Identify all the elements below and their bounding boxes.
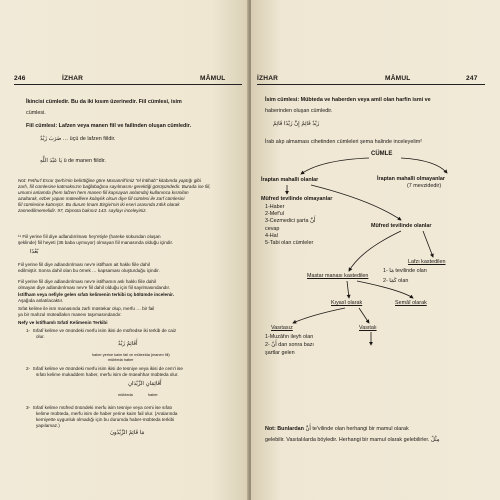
diagram-item: 5-Tabi olan cümleler	[265, 240, 314, 246]
caption: mübteda	[118, 393, 133, 397]
para-line: edilmiştir. Sonra dahil olan bu örnek … kapsaması oluşturduğu içindir.	[18, 268, 160, 273]
header-rule-left	[14, 84, 242, 85]
arabic-example: أَقَائِمَانِ الزَّيْدَانِ	[128, 381, 162, 387]
numbered-item-3-cont: yapılamaz.)	[36, 423, 60, 428]
diagram-node-mastar: Mastar manası kastedilen	[307, 273, 369, 279]
para-line: olmayan diye adlandırılması nev'e fiil dahil olduğu için fiil sayılmasındandır.	[18, 285, 171, 290]
note-line: Not: Bunlardan أَنَّ te'vilinde olan herhangi bir mamul olarak	[265, 426, 409, 432]
para-line: ya bir mahzul müteallakın manevı taşımasındandır.	[18, 312, 122, 317]
diagram-item: 1- مَا tevilinde olan	[383, 268, 427, 274]
note-line: zarfı, fiil cümlesine katmaksızın bağlabağına sayılmasını gerektiği görüşündedir. Burada ise fiil,	[18, 184, 211, 189]
arrow	[301, 158, 369, 174]
caption: haber yerine kaim fail ve müteelda (manen fiil)	[92, 353, 170, 357]
arrow	[347, 281, 349, 298]
diagram-item: 2-Mef'ul	[265, 211, 285, 217]
arrow	[293, 308, 345, 323]
para-line: Aşağıda anlatılacaktır.	[18, 298, 64, 303]
line: İrab alıp almaması cihetinden cümleleri şema halinde inceleyelim²	[265, 139, 422, 145]
diagram-node-vasitasiz: Vasıtasız	[271, 325, 293, 331]
numbered-item-2: 2- Sıfatî kelime ve önündeki merfu isim ikisi de tesniye veya ikisi de cem'i ise	[26, 366, 183, 371]
note-line: fiil cümlesine katmıştır. Bu durum İmam Birgivi'nin iki eseri arasında zıtlık olarak	[18, 202, 180, 207]
diagram-item: 1-Haber	[265, 204, 285, 210]
diagram-node-semai: Semâî olarak	[395, 300, 427, 306]
page-number-left: 246	[14, 75, 26, 82]
numbered-item-1: 1- Sıfatî kelime ve önündeki merfu isim ikisi de müfredse iki terkib de caiz	[26, 328, 177, 333]
arrow	[357, 281, 413, 298]
diagram-item: 2- أَنْ dan sonra bazı	[265, 342, 314, 348]
note-line: umumi anlamda (hem lafzen hem manen fiil kapsayan anlamda) kullanınca kısmilan	[18, 190, 189, 195]
numbered-item-1-cont: olur.	[36, 334, 45, 339]
diagram-node-mufred-tevil: Müfred tevilinde olanlar	[371, 223, 432, 229]
note-line: zannedilmemelidir. 97, Dipnota bakınız 143. sayfayı inceleyiniz.	[18, 208, 147, 213]
para-line: Fiil yerine fiil diye adlandırılması nev'e istifham ait hakkı fiile dahil	[18, 262, 150, 267]
line: cümlesi.	[26, 110, 46, 116]
running-header-right-left: İZHAR	[257, 75, 279, 82]
arabic-example-line: ضَرَبَ زَيْدٌ … üçü de lafzen fiildir.	[40, 136, 116, 142]
left-page	[0, 0, 249, 500]
arrow	[401, 158, 447, 173]
diagram-arrows	[251, 0, 500, 500]
numbered-item-3: 3- Sıfatî kelime müfred önündeki merfu isim tesniye veya cemi ise sıfatı	[26, 405, 173, 410]
diagram-node-mufred-tevil-olmayan: Müfred tevilinde olmayanlar	[261, 196, 333, 202]
diagram-node-yedi: (7 mevzidedir)	[407, 183, 442, 189]
caption: haber	[148, 393, 158, 397]
footnote-line: ¹¹ Fiil yerine fiil diye adlandırılması hey'etiyle (hareke sükundan oluşan	[18, 234, 161, 239]
running-header-left-right: MÂMUL	[200, 75, 226, 82]
diagram-node-vasitali: Vasıtalı	[359, 325, 377, 331]
diagram-node-irap-mahalli: İraptan mahalli olanlar	[261, 177, 319, 183]
arrow	[349, 231, 401, 271]
diagram-node-lafzi: Lafzı kastedilen	[408, 259, 446, 265]
arabic-example-line: يَا عَبْدَ اللَّهِ ü de manen fiildir.	[40, 158, 106, 164]
arabic-example: زَيْدٌ قَائِمٌ إِنَّ زَيْدًا قَائِمٌ	[273, 121, 320, 127]
line: İsim cümlesi: Mübteda ve haberden veya amil olan harfin ismi ve	[265, 97, 431, 103]
running-header-right: MÂMUL	[385, 75, 411, 82]
section-heading: Nefy ve İstifhamlı Sıfatî Kelimenin Terkibi	[18, 320, 108, 325]
para-line: Fiil yerine fiil diye adlandırılması nev'e istifhamın aslı hakkı fiile dahil	[18, 279, 156, 284]
diagram-node-kiyasi: Kıyasî olarak	[331, 300, 363, 306]
diagram-item: cevap	[265, 226, 280, 232]
diagram-node-cumle: CÜMLE	[371, 151, 393, 157]
note-line: azaltarak, ezber yapan müteelliere kolaylık olsun diye fiil cümlesi ile zarf cümlesini	[18, 196, 185, 201]
para-line: Sıfat kelime ile ism manasında zarfı müstekar olup, merfu … bir fail	[18, 306, 155, 311]
arrow	[423, 231, 433, 257]
page-number-right: 247	[466, 75, 478, 82]
para-line: İstifham veya nefiyle gelen sıfatı kelimenin terkibi üç bölümde incelenir.	[18, 292, 174, 297]
diagram-item: 2- كَمَا olan	[383, 278, 409, 284]
diagram-item: şartlar gelen	[265, 350, 295, 356]
numbered-item-2-cont: sıfatı kelime mukaddem haber, merfu isim de müeahhar mübteda olur.	[36, 372, 179, 377]
line: Fiil cümlesi: Lafzen veya manen fiil ve failinden oluşan cümledir.	[26, 123, 192, 129]
line: haberinden oluşan cümledir.	[265, 108, 333, 114]
numbered-item-3-cont: kemiyette uygunluk olmadığı için bu durumda haber-mübteda terkibi	[36, 417, 175, 422]
diagram-item: 1-Muzâfın ileyh olan	[265, 334, 314, 340]
diagram-node-irap-mahalli-yok: İraptan mahalli olmayanlar	[377, 176, 446, 182]
arrow	[311, 185, 401, 220]
note-line: gelebilir. Vasıtalılarda böyledir. Herhangi bir mamul olarak gelebilirler. مِثْلٌ	[265, 437, 440, 443]
arabic-example: مَا قَائِمٌ الزَّيْدُونَ	[110, 430, 145, 436]
footnote-arabic: بُعْدًا	[30, 249, 39, 255]
right-page	[251, 0, 500, 500]
diagram-item: 3-Cezmedici şarta أَنَّ	[265, 218, 316, 224]
diagram-item: 4-Hal	[265, 233, 278, 239]
caption: mübteda haber	[108, 358, 134, 362]
line: İkincisi cümledir. Bu da iki kısım üzerinedir. Fiil cümlesi, isim	[26, 99, 182, 105]
footnote-line: şeklinde) fiil heyeti (35 baba uymuyor) olmayan fiil manasında olduğu içindir.	[18, 240, 173, 245]
note-line: Not: Fethu'l Esrar Şerhi'nin belirttiğine göre Musannif'imiz "el İntihab" kitabında yaptığı gibi	[18, 178, 201, 183]
arabic-example: أَقَائِمٌ زَيْدٌ	[118, 341, 138, 347]
numbered-item-3-cont: kelime mübteda, merfu isim de haber yerine kaim fail olur. (Aralarında	[36, 411, 178, 416]
running-header-left: İZHAR	[62, 75, 84, 82]
arrow	[359, 308, 369, 323]
